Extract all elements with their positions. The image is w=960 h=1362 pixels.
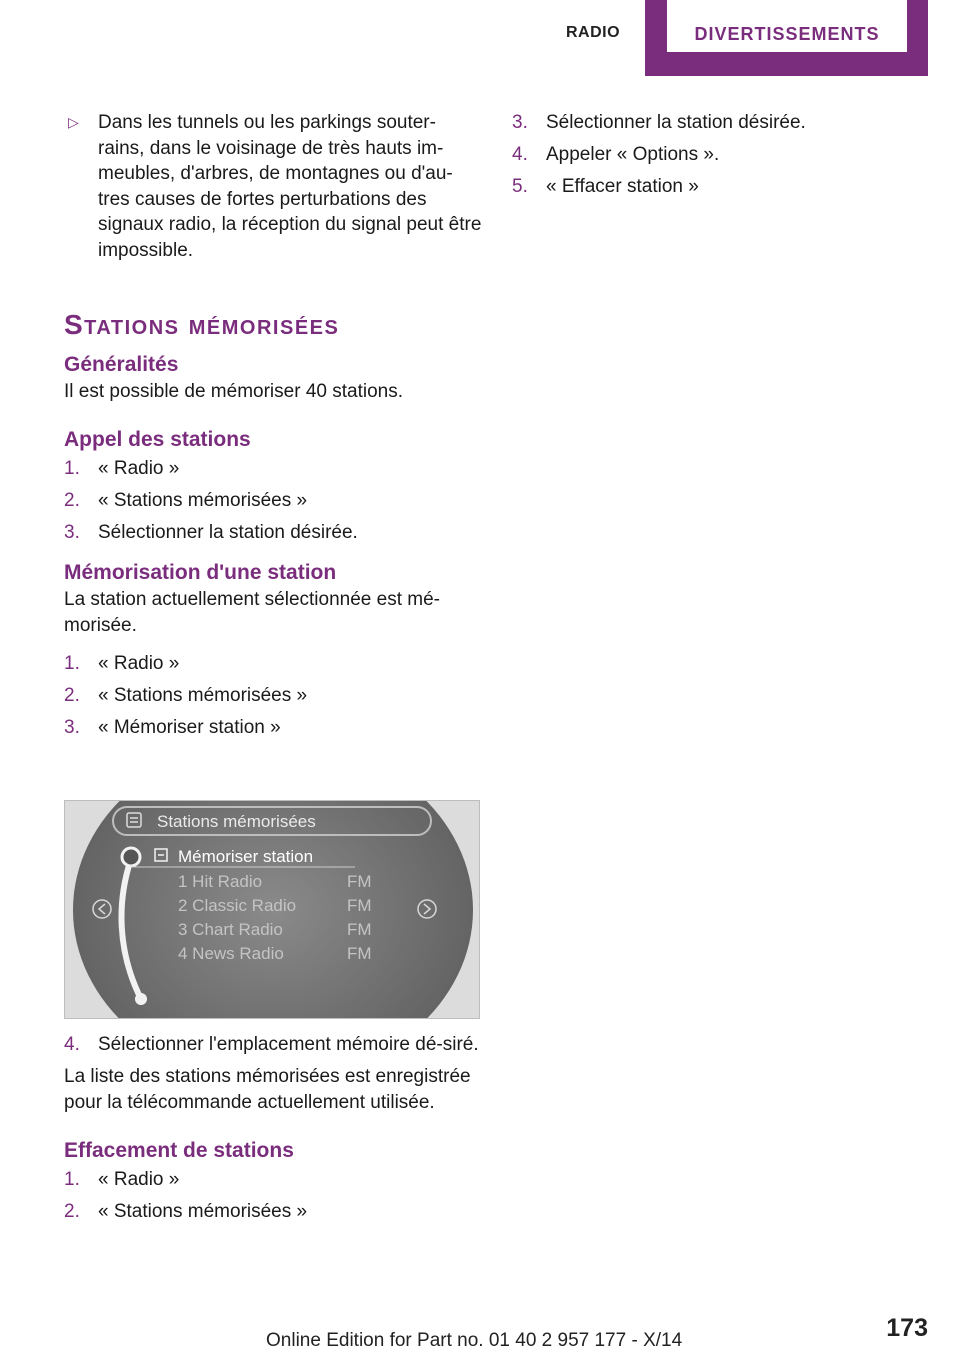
list-item: 4. Appeler « Options ». — [512, 144, 720, 165]
appel-steps — [64, 456, 482, 546]
selected-menu-item: Mémoriser station — [178, 847, 314, 866]
station-name: 2 Classic Radio — [178, 896, 297, 915]
list-item: 1. « Radio » — [64, 1169, 180, 1190]
list-item: 2. « Stations mémorisées » — [64, 1201, 308, 1222]
triangle-bullet-icon: ▷ — [68, 114, 79, 130]
page-number: 173 — [886, 1314, 928, 1342]
heading-effacement: Effacement de stations — [64, 1139, 294, 1162]
right-column — [512, 110, 912, 206]
list-item: 5. « Effacer station » — [512, 176, 699, 197]
list-item: 4. Sélectionner l'emplacement mémoire dé-siré. — [64, 1034, 479, 1055]
left-column-continued — [64, 1032, 482, 1231]
section-label: RADIO — [565, 24, 621, 41]
list-item: 2. « Stations mémorisées » — [64, 685, 308, 706]
station-name: 4 News Radio — [178, 944, 284, 963]
memorisation-note: La liste des stations mémorisées est enregistrée pour la télécommande actuellement utilisée. — [64, 1066, 471, 1113]
memorisation-steps — [64, 651, 482, 741]
warning-bullet — [64, 110, 482, 263]
display-screenshot — [64, 800, 480, 1019]
list-item: 1. « Radio » — [64, 653, 180, 674]
station-band: FM — [347, 920, 372, 939]
list-item: 2. « Stations mémorisées » — [64, 489, 308, 511]
display-illustration — [65, 801, 480, 1019]
station-name: 1 Hit Radio — [178, 872, 263, 891]
memorisation-step4 — [64, 1032, 482, 1058]
screen-title: Stations mémorisées — [157, 812, 316, 831]
heading-appel: Appel des stations — [64, 427, 251, 451]
generalites-text: Il est possible de mémoriser 40 stations. — [64, 381, 403, 402]
list-item: 1. « Radio » — [64, 457, 180, 479]
station-band: FM — [347, 896, 372, 915]
footer-edition: Online Edition for Part no. 01 40 2 957 177 - X/14 — [266, 1330, 683, 1351]
station-band: FM — [347, 944, 372, 963]
list-item: 3. « Mémoriser station » — [64, 717, 281, 738]
effacement-steps — [64, 1167, 482, 1225]
warning-text: Dans les tunnels ou les parkings souter-rains, dans le voisinage de très hauts im-meubles, d'arbres, de montagnes ou d'au-tres causes de fortes perturbations des signaux radio, la réception du signal peut être impossible. — [98, 112, 482, 261]
list-item: 3. Sélectionner la station désirée. — [512, 112, 806, 133]
list-item: 3. Sélectionner la station désirée. — [64, 521, 358, 543]
section-title: Stations mémorisées — [64, 309, 340, 340]
chapter-tab — [645, 0, 928, 76]
station-name: 3 Chart Radio — [178, 920, 283, 939]
heading-memorisation: Mémorisation d'une station — [64, 561, 337, 584]
effacement-steps-continued — [512, 110, 912, 200]
left-column — [64, 110, 482, 747]
station-band: FM — [347, 872, 372, 891]
chapter-label: DIVERTISSEMENTS — [667, 0, 907, 52]
heading-generalites: Généralités — [64, 353, 179, 376]
memorisation-text: La station actuellement sélectionnée est mé-morisée. — [64, 589, 440, 636]
